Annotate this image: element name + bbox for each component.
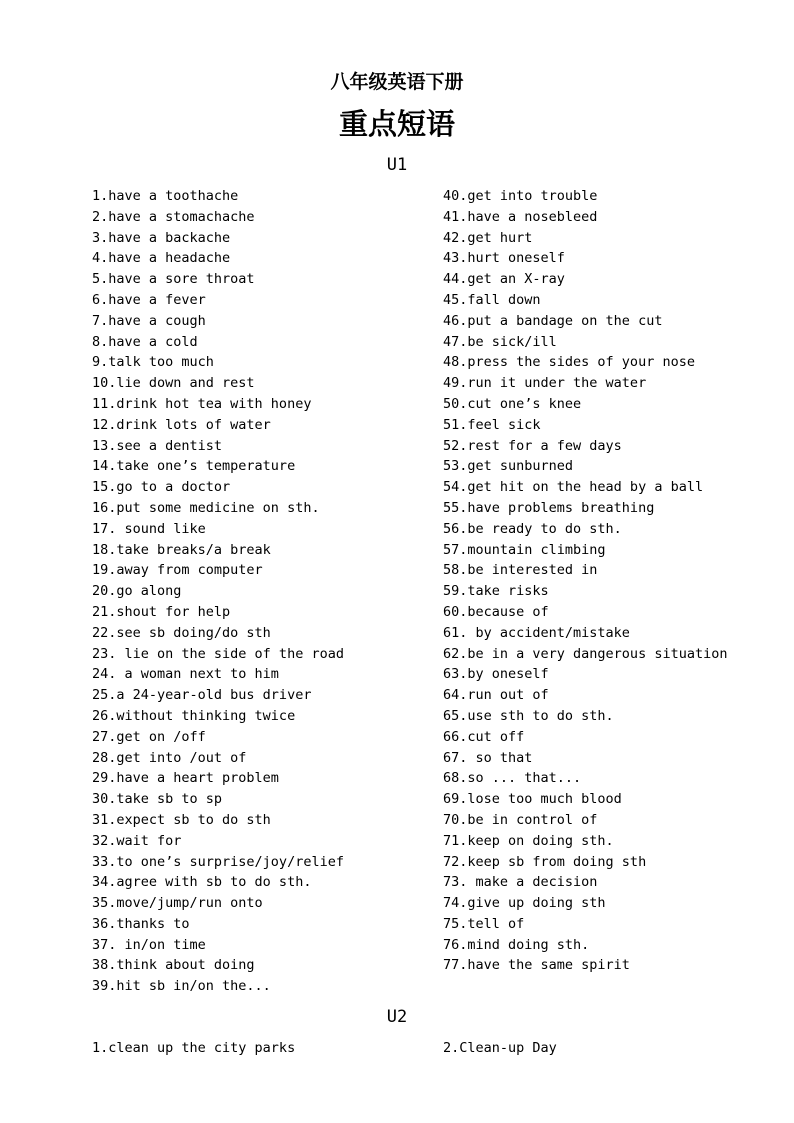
phrase-item: 15.go to a doctor (92, 479, 231, 496)
phrase-item: 13.see a dentist (92, 437, 223, 454)
phrase-item: 60.because of (443, 603, 549, 620)
phrase-item: 16.put some medicine on sth. (92, 499, 320, 516)
phrase-item: 28.get into /out of (92, 749, 247, 766)
phrase-item: 58.be interested in (443, 562, 598, 579)
phrase-item: 35.move/jump/run onto (92, 895, 263, 912)
phrase-item: 25.a 24-year-old bus driver (92, 687, 312, 704)
phrase-item: 30.take sb to sp (92, 791, 223, 808)
u1-right-column (443, 186, 727, 976)
phrase-item: 12.drink lots of water (92, 416, 271, 433)
phrase-item: 41.have a nosebleed (443, 208, 598, 225)
phrase-item: 50.cut one’s knee (443, 395, 582, 412)
u1-left-column (92, 186, 344, 997)
unit-heading-u1: U1 (386, 155, 408, 175)
phrase-item: 63.by oneself (443, 666, 549, 683)
phrase-item: 1.clean up the city parks (92, 1040, 296, 1056)
phrase-item: 44.get an X-ray (443, 271, 565, 288)
phrase-item: 46.put a bandage on the cut (443, 312, 663, 329)
phrase-item: 74.give up doing sth (443, 895, 606, 912)
phrase-item: 49.run it under the water (443, 375, 647, 392)
phrase-item: 61. by accident/mistake (443, 624, 630, 641)
phrase-item: 4.have a headache (92, 250, 231, 267)
phrase-item: 8.have a cold (92, 333, 198, 350)
phrase-item: 40.get into trouble (443, 188, 598, 204)
phrase-item: 51.feel sick (443, 416, 541, 433)
phrase-item: 77.have the same spirit (443, 957, 630, 974)
phrase-item: 68.so ... that... (443, 770, 582, 787)
phrase-item: 57.mountain climbing (443, 541, 606, 558)
phrase-item: 32.wait for (92, 832, 182, 849)
phrase-item: 36.thanks to (92, 915, 190, 932)
phrase-item: 42.get hurt (443, 229, 533, 246)
phrase-item: 18.take breaks/a break (92, 541, 271, 558)
phrase-item: 67. so that (443, 749, 533, 766)
phrase-item: 37. in/on time (92, 936, 206, 953)
phrase-item: 2.have a stomachache (92, 208, 255, 225)
u2-right-column (443, 1038, 557, 1059)
phrase-item: 2.Clean-up Day (443, 1040, 557, 1056)
phrase-item: 48.press the sides of your nose (443, 354, 695, 371)
phrase-item: 9.talk too much (92, 354, 214, 371)
phrase-item: 6.have a fever (92, 291, 206, 308)
phrase-item: 39.hit sb in/on the... (92, 978, 271, 995)
phrase-item: 17. sound like (92, 520, 206, 537)
phrase-item: 10.lie down and rest (92, 375, 255, 392)
phrase-item: 66.cut off (443, 728, 525, 745)
phrase-item: 38.think about doing (92, 957, 255, 974)
phrase-item: 26.without thinking twice (92, 707, 296, 724)
unit-heading-u2: U2 (386, 1007, 408, 1027)
phrase-item: 64.run out of (443, 687, 549, 704)
phrase-item: 33.to one’s surprise/joy/relief (92, 853, 344, 870)
phrase-item: 5.have a sore throat (92, 271, 255, 288)
phrase-item: 34.agree with sb to do sth. (92, 874, 312, 891)
phrase-item: 20.go along (92, 583, 182, 600)
phrase-item: 56.be ready to do sth. (443, 520, 622, 537)
phrase-item: 65.use sth to do sth. (443, 707, 614, 724)
document-title: 重点短语 (338, 107, 455, 141)
phrase-item: 73. make a decision (443, 874, 598, 891)
phrase-item: 53.get sunburned (443, 458, 574, 475)
phrase-item: 31.expect sb to do sth (92, 811, 271, 828)
phrase-item: 69.lose too much blood (443, 791, 622, 808)
phrase-item: 76.mind doing sth. (443, 936, 590, 953)
phrase-item: 52.rest for a few days (443, 437, 622, 454)
phrase-item: 59.take risks (443, 583, 549, 600)
phrase-item: 19.away from computer (92, 562, 263, 579)
phrase-item: 24. a woman next to him (92, 666, 279, 683)
phrase-item: 75.tell of (443, 915, 525, 932)
phrase-item: 7.have a cough (92, 312, 206, 329)
phrase-item: 21.shout for help (92, 603, 231, 620)
phrase-item: 47.be sick/ill (443, 333, 557, 350)
phrase-item: 14.take one’s temperature (92, 458, 296, 475)
phrase-item: 1.have a toothache (92, 188, 239, 204)
phrase-item: 71.keep on doing sth. (443, 832, 614, 849)
phrase-item: 22.see sb doing/do sth (92, 624, 271, 641)
phrase-item: 62.be in a very dangerous situation (443, 645, 728, 662)
phrase-item: 55.have problems breathing (443, 499, 655, 516)
phrase-item: 3.have a backache (92, 229, 231, 246)
document-subtitle: 八年级英语下册 (330, 71, 464, 93)
phrase-item: 27.get on /off (92, 728, 206, 745)
phrase-item: 29.have a heart problem (92, 770, 279, 787)
phrase-item: 43.hurt oneself (443, 250, 565, 267)
phrase-item: 11.drink hot tea with honey (92, 395, 312, 412)
phrase-item: 54.get hit on the head by a ball (443, 479, 704, 496)
phrase-item: 23. lie on the side of the road (92, 645, 344, 662)
phrase-item: 72.keep sb from doing sth (443, 853, 647, 870)
u2-left-column (92, 1038, 295, 1059)
phrase-item: 70.be in control of (443, 811, 598, 828)
phrase-item: 45.fall down (443, 291, 541, 308)
